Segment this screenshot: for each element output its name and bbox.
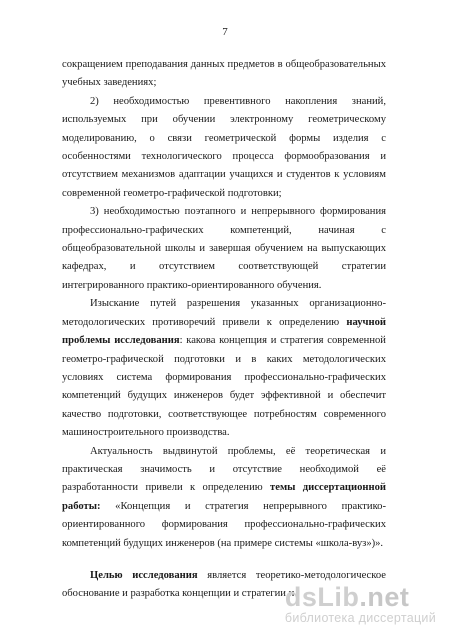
paragraph-1: сокращением преподавания данных предметов в общеобразовательных учебных заведениях;: [62, 59, 386, 89]
paragraph-6-text-c: является теоретико-методологическое обоснование и разработка концепции и стратегии н: [62, 569, 386, 600]
research-goal-term: Целью исследования: [90, 569, 198, 581]
paragraph-4-text-a: Изыскание путей разрешения указанных организационно-методологических противоречий привели к определению: [62, 298, 386, 328]
watermark-logo: dsLib.net: [284, 582, 410, 612]
paragraph-5-text-c: «Концепция и стратегия непрерывного практико-ориентированного формирования профессионально-графических компетенций будущих инженеров (на примере системы «школа-вуз»)».: [62, 500, 386, 549]
page-number: 7: [222, 26, 228, 38]
paragraph-5-text-a: Актуальность выдвинутой проблемы, её теоретическая и практическая значимость и отсутствие необходимой её разработанности привели к определению: [62, 445, 386, 494]
dslib-watermark: [285, 583, 436, 625]
paragraph-5: [62, 443, 386, 553]
document-body: [62, 56, 386, 604]
paragraph-3: 3) необходимостью поэтапного и непрерывного формирования профессионально-графических компетенций, начиная с общеобразовательной школы и завершая обучением на выпускающих кафедрах, и отсутствием соответствующей стратегии интегрированного практико-ориентированного обучения.: [62, 206, 386, 291]
paragraph-4: [62, 295, 386, 442]
watermark-subtitle: библиотека диссертаций: [284, 611, 436, 625]
paragraph-2: 2) необходимостью превентивного накопления знаний, используемых при обучении электронному геометрическому моделированию, о связи геометрической формы изделия с особенностями технологического процесса формообразования и отсутствием механизмов адаптации учащихся и студентов к условиям современной геометро-графической подготовки;: [62, 95, 386, 199]
dissertation-topic-term: темы диссертационной работы:: [62, 482, 386, 512]
scientific-problem-term: научной проблемы исследования: [62, 316, 386, 347]
paragraph-4-text-c: : какова концепция и стратегия современной геометро-графической подготовки и в каких методологических условиях система формирования профессионально-графических компетенций будущих инженеров будет эффективной и обеспечит качество подготовки, соответствующее потребностям современного машиностроительного производства.: [62, 335, 386, 439]
